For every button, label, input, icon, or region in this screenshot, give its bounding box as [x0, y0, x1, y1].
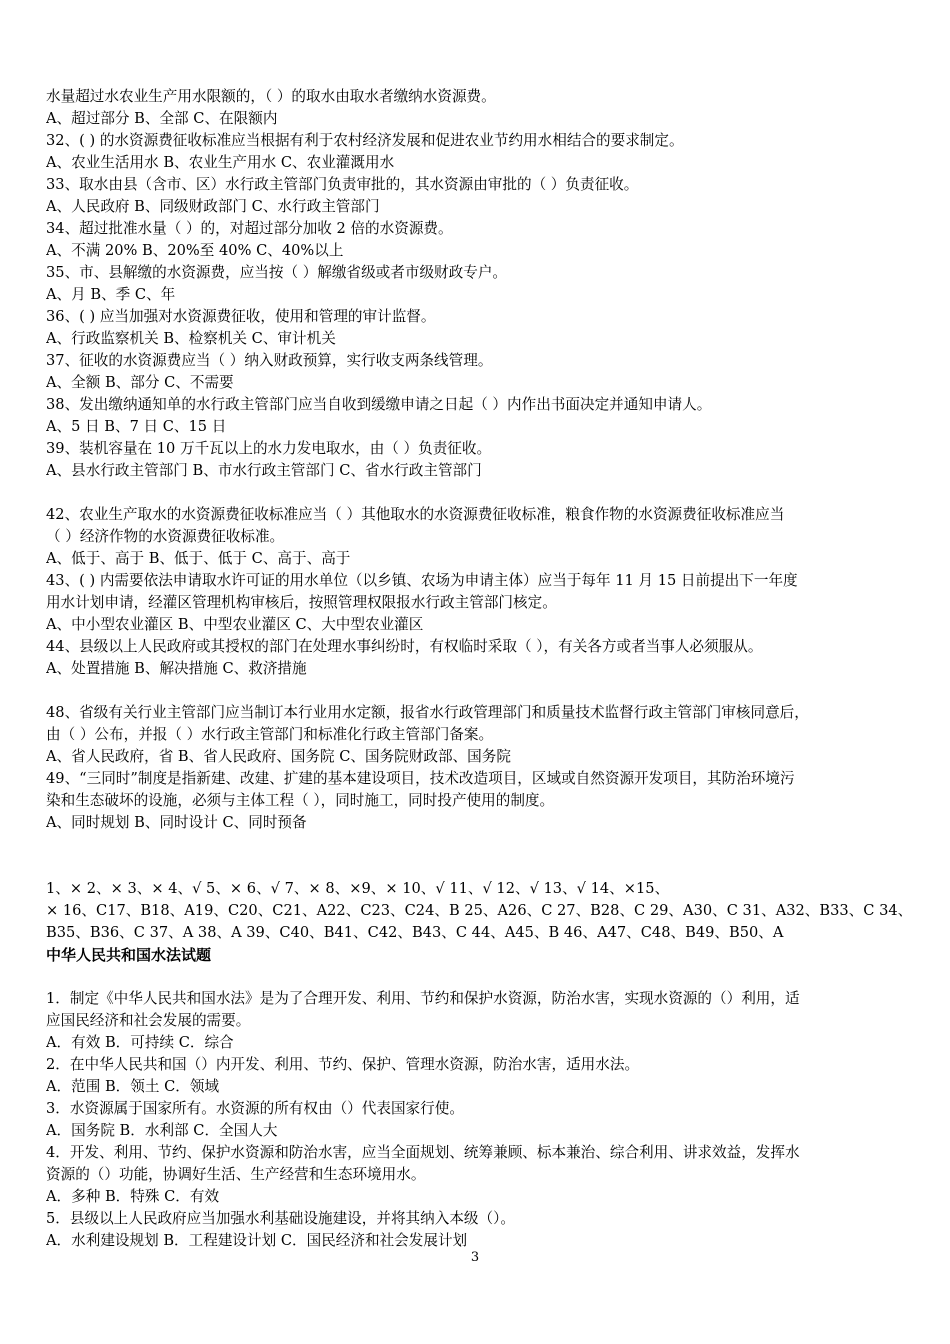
text-line: 3．水资源属于国家所有。水资源的所有权由（）代表国家行使。 [46, 1100, 464, 1117]
question-block-31-39 [46, 86, 912, 482]
text-line: 33、取水由县（含市、区）水行政主管部门负责审批的，其水资源由审批的（ ）负责征收。 [46, 176, 639, 193]
answer-line: 1、× 2、× 3、× 4、√ 5、× 6、√ 7、× 8、×9、× 10、√ 11、√ 12、√ 13、√ 14、×15、 [46, 880, 670, 897]
answer-line: × 16、C17、B18、A19、C20、C21、A22、C23、C24、B 25、A26、C 27、B28、C 29、A30、C 31、A32、B33、C 34、 [46, 902, 912, 919]
blank-line [46, 834, 912, 878]
text-line: A、行政监察机关 B、检察机关 C、审计机关 [46, 330, 336, 347]
water-law-questions [46, 988, 912, 1252]
text-line: A、农业生活用水 B、农业生产用水 C、农业灌溉用水 [46, 154, 395, 171]
text-line: 由（ ）公布，并报（ ）水行政主管部门和标准化行政主管部门备案。 [46, 726, 494, 743]
text-line: 4．开发、利用、节约、保护水资源和防治水害，应当全面规划、统筹兼顾、标本兼治、综合利用、讲求效益，发挥水 [46, 1144, 800, 1161]
text-line: 34、超过批准水量（ ）的，对超过部分加收 2 倍的水资源费。 [46, 220, 453, 237]
section-title: 中华人民共和国水法试题 [46, 946, 212, 964]
text-line: 用水计划申请，经灌区管理机构审核后，按照管理权限报水行政主管部门核定。 [46, 594, 557, 611]
text-line: A、省人民政府，省 B、省人民政府、国务院 C、国务院财政部、国务院 [46, 748, 511, 765]
answer-key [46, 878, 912, 944]
question-block-48-49 [46, 702, 912, 834]
text-line: A、全额 B、部分 C、不需要 [46, 374, 234, 391]
text-line: 32、( ) 的水资源费征收标准应当根据有利于农村经济发展和促进农业节约用水相结合的要求制定。 [46, 132, 684, 149]
text-line: 36、( ) 应当加强对水资源费征收，使用和管理的审计监督。 [46, 308, 436, 325]
text-line: A、同时规划 B、同时设计 C、同时预备 [46, 814, 307, 831]
page-number: 3 [470, 1250, 480, 1265]
text-line: A．国务院 B．水利部 C．全国人大 [46, 1122, 278, 1139]
text-line: A、月 B、季 C、年 [46, 286, 176, 303]
text-line: 37、征收的水资源费应当（ ）纳入财政预算，实行收支两条线管理。 [46, 352, 493, 369]
text-line: A、人民政府 B、同级财政部门 C、水行政主管部门 [46, 198, 380, 215]
text-line: A．有效 B．可持续 C．综合 [46, 1034, 234, 1051]
text-line: 应国民经济和社会发展的需要。 [46, 1012, 251, 1029]
answer-line: B35、B36、C 37、A 38、A 39、C40、B41、C42、B43、C 44、A45、B 46、A47、C48、B49、B50、A [46, 924, 784, 941]
text-line: A、超过部分 B、全部 C、在限额内 [46, 110, 278, 127]
question-block-42-44 [46, 504, 912, 680]
document-body [46, 86, 912, 1252]
text-line: 35、市、县解缴的水资源费，应当按（ ）解缴省级或者市级财政专户。 [46, 264, 508, 281]
text-line: 44、县级以上人民政府或其授权的部门在处理水事纠纷时，有权临时采取（ ），有关各方或者当事人必须服从。 [46, 638, 763, 655]
text-line: 38、发出缴纳通知单的水行政主管部门应当自收到缓缴申请之日起（ ）内作出书面决定并通知申请人。 [46, 396, 712, 413]
text-line: A、5 日 B、7 日 C、15 日 [46, 418, 227, 435]
text-line: A、不满 20% B、20%至 40% C、40%以上 [46, 242, 344, 259]
text-line: A、中小型农业灌区 B、中型农业灌区 C、大中型农业灌区 [46, 616, 424, 633]
text-line: 5．县级以上人民政府应当加强水利基础设施建设，并将其纳入本级（）。 [46, 1210, 515, 1227]
text-line: A．多种 B．特殊 C．有效 [46, 1188, 220, 1205]
blank-line [46, 966, 912, 988]
text-line: A、处置措施 B、解决措施 C、救济措施 [46, 660, 307, 677]
text-line: 49、“三同时”制度是指新建、改建、扩建的基本建设项目，技术改造项目，区域或自然资源开发项目，其防治环境污 [46, 770, 795, 787]
text-line: 43、( ) 内需要依法申请取水许可证的用水单位（以乡镇、农场为申请主体）应当于每年 11 月 15 日前提出下一年度 [46, 572, 798, 589]
text-line: 39、装机容量在 10 万千瓦以上的水力发电取水，由（ ）负责征收。 [46, 440, 492, 457]
text-line: A．范围 B．领土 C．领域 [46, 1078, 220, 1095]
text-line: （ ）经济作物的水资源费征收标准。 [46, 528, 285, 545]
text-line: 48、省级有关行业主管部门应当制订本行业用水定额，报省水行政管理部门和质量技术监督行政主管部门审核同意后， [46, 704, 809, 721]
text-line: A．水利建设规划 B．工程建设计划 C．国民经济和社会发展计划 [46, 1232, 468, 1249]
blank-line [46, 482, 912, 504]
text-line: A、县水行政主管部门 B、市水行政主管部门 C、省水行政主管部门 [46, 462, 482, 479]
blank-line [46, 680, 912, 702]
text-line: A、低于、高于 B、低于、低于 C、高于、高于 [46, 550, 351, 567]
text-line: 染和生态破坏的设施，必须与主体工程（ ），同时施工，同时投产使用的制度。 [46, 792, 555, 809]
text-line: 资源的（）功能，协调好生活、生产经营和生态环境用水。 [46, 1166, 426, 1183]
text-line: 水量超过水农业生产用水限额的，（ ）的取水由取水者缴纳水资源费。 [46, 88, 496, 105]
text-line: 42、农业生产取水的水资源费征收标准应当（ ）其他取水的水资源费征收标准，粮食作物的水资源费征收标准应当 [46, 506, 785, 523]
text-line: 1．制定《中华人民共和国水法》是为了合理开发、利用、节约和保护水资源，防治水害，实现水资源的（）利用，适 [46, 990, 800, 1007]
text-line: 2．在中华人民共和国（）内开发、利用、节约、保护、管理水资源，防治水害，适用水法。 [46, 1056, 640, 1073]
